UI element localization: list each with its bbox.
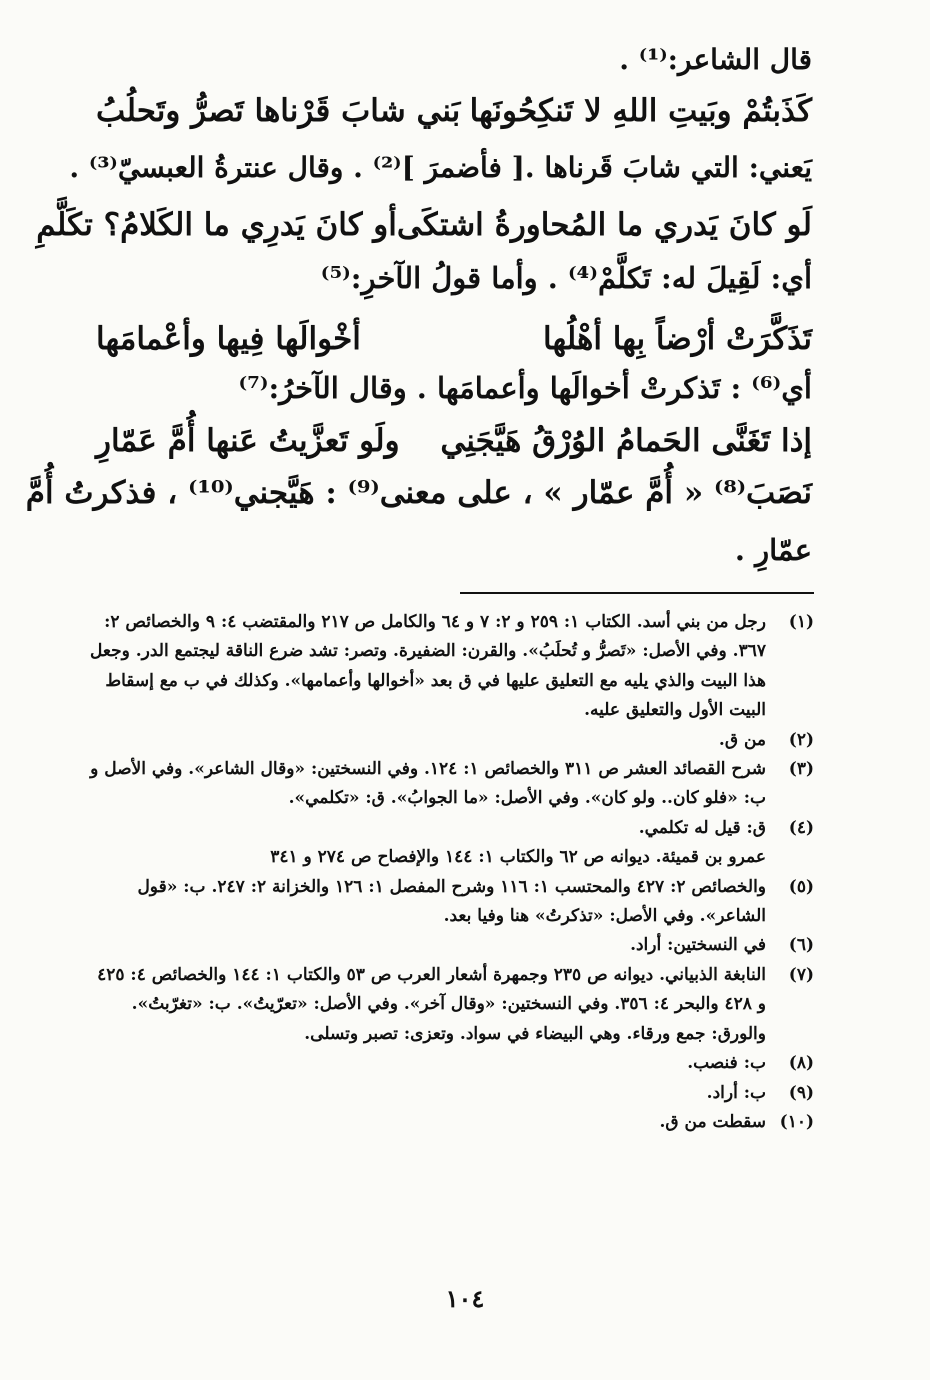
- footnote-text: شرح القصائد العشر ص ٣١١ والخصائص ١: ١٢٤. وفي النسختين: «وقال الشاعر». وفي الأصل و ب: «فلو كان.. ولو كان». وفي الأصل: «ما الجوابُ». ق: «تكلمي».: [90, 759, 766, 809]
- footnote-10: [88, 1108, 814, 1137]
- footnote-2: [88, 726, 814, 755]
- footnote-4: [88, 814, 814, 843]
- footnote-text: من ق.: [718, 729, 766, 750]
- footnote-5: [88, 873, 814, 932]
- footnote-number: (١): [788, 612, 814, 632]
- footnote-5-leading-line: عمرو بن قميئة. ديوانه ص ٦٢ والكتاب ١: ١٤٤ والإفصاح ص ٢٧٤ و ٣٤١: [270, 847, 766, 868]
- footnote-6: [88, 931, 814, 960]
- verse-line-3: [96, 320, 812, 370]
- footnote-number: (٧): [788, 964, 814, 985]
- main-line-5: أي: لَقِيلَ له: تَكلَّمْ⁽⁴⁾ . وأما قولُ الآخرِ:⁽⁵⁾: [320, 261, 812, 295]
- main-line-10: عمّارِ .: [734, 533, 812, 567]
- footnote-3: [88, 755, 814, 814]
- footnote-text: سقطت من ق.: [659, 1111, 766, 1132]
- footnote-number: (٦): [788, 935, 814, 956]
- main-text-block: [25, 42, 812, 586]
- verse-1-first-hemistich: كَذَبتُمْ وبَيتِ اللهِ لا تَنكِحُونَها: [469, 93, 812, 129]
- verse-2-second-hemistich: أو كانَ يَدرِي ما الكَلامُ؟ تكَلَّمِ: [36, 207, 397, 243]
- main-line-7: أي⁽⁶⁾ : تَذكرتْ أخوالَها وأعمامَها . وقال الآخرُ:⁽⁷⁾: [238, 371, 812, 405]
- verse-line-2: [36, 206, 812, 260]
- footnote-text: ق: قيل له تكلمي.: [638, 817, 766, 838]
- verse-1-second-hemistich: بَني شابَ قَرْناها تَصرُّ وتَحلُبُ: [96, 93, 461, 129]
- verse-2-first-hemistich: لَو كانَ يَدري ما المُحاورةُ اشتكَى: [396, 207, 812, 243]
- footnote-1: [88, 608, 814, 726]
- footnote-number: (٨): [788, 1053, 814, 1074]
- footnotes-section: [88, 608, 814, 1137]
- footnote-number: (٣): [788, 759, 814, 780]
- footnote-number: (٩): [788, 1082, 814, 1103]
- footnote-text: ب: فنصب.: [687, 1053, 766, 1074]
- verse-4-second-hemistich: ولَو تَعزَّيتُ عَنها أُمَّ عَمّارِ: [96, 423, 400, 459]
- footnote-text: والخصائص ٢: ٤٢٧ والمحتسب ١: ١١٦ وشرح المفصل ١: ١٢٦ والخزانة ٢: ٢٤٧. ب: «قول الشاعر». وفي الأصل: «تذكرتُ» هنا وفيا بعد.: [137, 876, 766, 927]
- main-line-9: نَصَبَ⁽⁸⁾ « أُمَّ عمّار » ، على معنى⁽⁹⁾ : هَيَّجني⁽¹⁰⁾ ، فذكرتُ أُمَّ: [25, 475, 812, 511]
- footnote-number: (٤): [788, 817, 814, 838]
- footnote-9: [88, 1079, 814, 1108]
- page-number: ١٠٤: [445, 1284, 485, 1313]
- verse-4-first-hemistich: إذا تَغَنَّى الحَمامُ الوُرْقُ هَيَّجَنِي: [440, 423, 812, 459]
- footnote-7: [88, 961, 814, 1049]
- footnote-text: في النسختين: أراد.: [630, 935, 766, 956]
- footnote-text: ب: أراد.: [706, 1082, 766, 1103]
- verse-line-1: [96, 92, 812, 150]
- verse-3-second-hemistich: أخْوالَها فِيها وأعْمامَها: [96, 321, 361, 357]
- footnote-text: النابغة الذبياني. ديوانه ص ٢٣٥ وجمهرة أشعار العرب ص ٥٣ والكتاب ١: ١٤٤ والخصائص ٤: ٤٢٥ و ٤٢٨ والبحر ٤: ٣٥٦. وفي النسختين: «وقال آخر». وفي الأصل: «تعرّيتُ». ب: «تغرّبتُ». والورق: جمع ورقاء. وهي البيضاء في سواد. وتعزى: تصبر وتسلى.: [97, 964, 766, 1044]
- verse-3-first-hemistich: تَذَكَّرَتْ أرْضاً بِها أهْلُها: [543, 321, 812, 357]
- footnote-number: (٢): [788, 729, 814, 750]
- verse-line-4: [96, 422, 812, 474]
- footnote-text: رجل من بني أسد. الكتاب ١: ٢٥٩ و ٢: ٧ و ٦٤ والكامل ص ٢١٧ والمقتضب ٤: ٩ والخصائص ٢: ٣٦٧. وفي الأصل: «تَصرُّ و تُحلَبُ». والقرن: الضفيرة. وتصر: تشد ضرع الناقة ليجتمع الدر. وجعل هذا البيت والذي يليه مع التعليق عليها في ق بعد «أخوالها وأعمامها». وكذلك في ب مع إسقاط البيت الأول والتعليق عليه.: [90, 612, 766, 721]
- footnote-8: [88, 1049, 814, 1078]
- footnote-divider: [460, 592, 814, 594]
- footnote-number: (١٠): [779, 1111, 814, 1132]
- main-line-3: يَعني: التي شابَ قَرناها .[ فأضمرَ ]⁽²⁾ . وقال عنترةُ العبسيّ⁽³⁾ .: [69, 151, 812, 184]
- footnote-number: (٥): [788, 876, 814, 897]
- main-line-1: قال الشاعر:⁽¹⁾ .: [619, 43, 812, 76]
